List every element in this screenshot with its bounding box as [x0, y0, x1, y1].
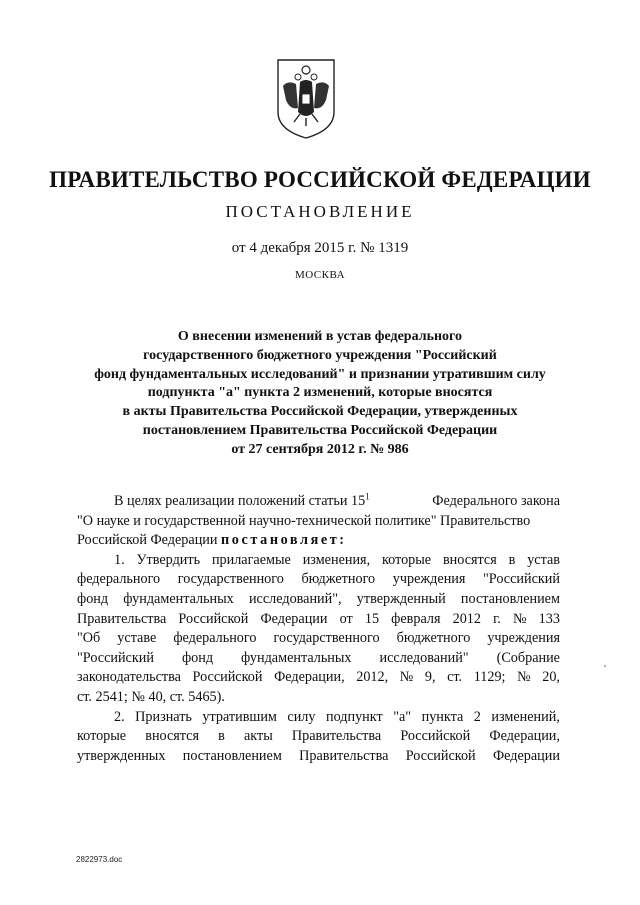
government-title: ПРАВИТЕЛЬСТВО РОССИЙСКОЙ ФЕДЕРАЦИИ — [49, 167, 591, 192]
body-word: Правительства — [77, 610, 167, 627]
body-word: 2012, — [356, 669, 389, 686]
body-word: № — [399, 669, 414, 686]
subject-line: от 27 сентября 2012 г. № 986 — [231, 441, 409, 457]
body-word: фонд — [77, 590, 109, 607]
subject-line: О внесении изменений в устав федерального — [177, 329, 463, 344]
body-word: федерального — [173, 630, 257, 647]
body-word: 2. — [114, 708, 125, 725]
body-line — [77, 590, 560, 610]
body-word: 15 — [364, 610, 380, 627]
body-line — [77, 708, 560, 728]
document-subject — [60, 328, 580, 460]
body-word: учреждения — [392, 571, 466, 588]
body-word: "Российский — [77, 649, 154, 666]
body-word: Федерации, — [274, 669, 345, 686]
body-word: 2 — [473, 708, 481, 725]
body-word: февраля — [391, 610, 441, 627]
body-word: вносятся — [442, 551, 497, 568]
body-word: государственного — [273, 630, 380, 647]
body-text: Федерального закона — [432, 493, 560, 509]
body-word: учреждения — [487, 630, 560, 647]
body-word: ст. — [447, 669, 463, 686]
body-word: 2012 — [452, 610, 481, 627]
body-text: Российской Федерации — [77, 532, 218, 549]
body-word: бюджетного — [396, 630, 471, 647]
body-word: г. — [493, 610, 501, 627]
body-word: силу — [287, 708, 316, 725]
body-word: Правительства — [299, 747, 389, 764]
body-word: изменения, — [302, 551, 371, 568]
body-word: подпункт — [326, 708, 383, 725]
body-word: 9, — [424, 669, 436, 686]
body-word: утвержденный — [356, 590, 446, 607]
body-line — [77, 668, 560, 688]
body-word: от — [339, 610, 353, 627]
body-line: "О науке и государственной научно-технической политике" Правительство — [77, 512, 531, 529]
body-word: 133 — [538, 610, 560, 627]
subject-line: постановлением Правительства Российской Федерации — [142, 422, 498, 438]
body-word: 20, — [542, 669, 560, 686]
subject-line: государственного бюджетного учреждения "Российский — [143, 347, 497, 363]
body-word: Признать — [135, 708, 192, 725]
scan-speck — [604, 665, 606, 667]
body-line — [77, 551, 560, 571]
body-word: федерального — [77, 571, 161, 588]
body-word: уставе — [117, 630, 157, 647]
body-line — [77, 629, 560, 649]
body-word: Федерации — [492, 747, 560, 764]
body-word: "а" — [393, 708, 412, 725]
body-word: "Российский — [483, 571, 560, 588]
body-word: утвержденных — [77, 747, 166, 764]
body-word: Утвердить — [136, 551, 201, 568]
subject-line: подпункта "а" пункта 2 изменений, которые вносятся — [147, 385, 493, 401]
body-word: № — [512, 610, 527, 627]
body-line — [77, 570, 560, 590]
body-line — [77, 531, 560, 551]
body-word: Федерации — [260, 610, 328, 627]
body-line — [77, 649, 560, 669]
body-word: Правительства — [291, 728, 382, 745]
body-word: законодательства — [77, 669, 181, 686]
body-word: утратившим — [202, 708, 277, 725]
body-word: Федерации, — [489, 728, 560, 745]
body-word: 1. — [114, 551, 125, 568]
body-word: (Собрание — [496, 649, 560, 666]
file-code: 2822973.doc — [76, 855, 123, 864]
body-word: устав — [527, 551, 560, 568]
body-word: постановлением — [182, 747, 282, 764]
body-line — [77, 727, 560, 747]
superscript: 1 — [365, 491, 370, 502]
body-word: пункта — [421, 708, 464, 725]
body-text: В целях реализации положений статьи 15 — [114, 493, 366, 509]
body-word: вносятся — [145, 728, 200, 745]
body-word: бюджетного — [301, 571, 376, 588]
resolution-keyword: постановляет: — [221, 532, 347, 549]
body-word: исследований" — [379, 649, 469, 666]
body-word: государственного — [177, 571, 284, 588]
body-word: № — [517, 669, 531, 686]
body-word: в — [218, 728, 225, 745]
body-word: изменений, — [491, 708, 560, 725]
body-word: прилагаемые — [211, 551, 291, 568]
document-city: МОСКВА — [294, 269, 346, 281]
body-word: в — [508, 551, 516, 568]
body-word: постановлением — [460, 590, 560, 607]
coat-of-arms-icon — [274, 56, 338, 140]
body-word: Российской — [400, 728, 471, 745]
body-word: "Об — [77, 630, 101, 647]
document-type: ПОСТАНОВЛЕНИЕ — [225, 202, 415, 221]
subject-line: в акты Правительства Российской Федерации, утвержденных — [122, 404, 518, 420]
body-word: Российской — [192, 669, 263, 686]
body-line — [77, 492, 560, 512]
body-word: акты — [244, 728, 273, 745]
body-word: фундаментальных — [241, 649, 352, 666]
body-line — [77, 610, 560, 630]
body-line: ст. 2541; № 40, ст. 5465). — [77, 688, 225, 705]
document-body — [77, 492, 560, 766]
subject-line: фонд фундаментальных исследований" и признании утратившим силу — [94, 366, 546, 382]
body-word: Российской — [178, 610, 249, 627]
body-word: фундаментальных — [123, 590, 234, 607]
body-word: 1129; — [473, 669, 506, 686]
body-word: Российской — [405, 747, 476, 764]
body-word: фонд — [181, 649, 214, 666]
body-word: которые — [382, 551, 432, 568]
body-line — [77, 747, 560, 767]
body-word: исследований", — [248, 590, 342, 607]
body-word: которые — [77, 728, 127, 745]
document-date-number: от 4 декабря 2015 г. № 1319 — [231, 240, 409, 256]
